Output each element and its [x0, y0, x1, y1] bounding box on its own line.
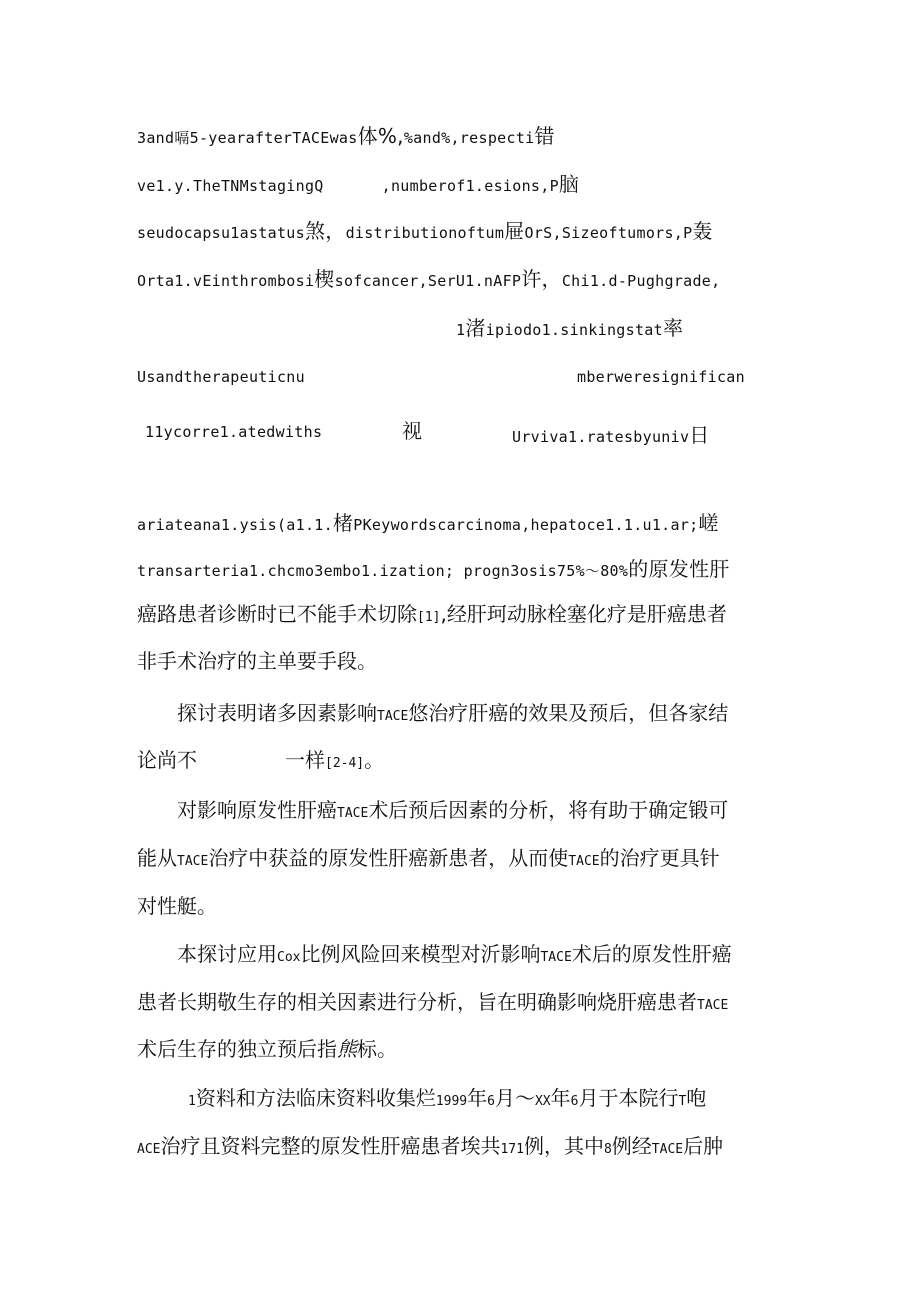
text-run: 错 [534, 124, 555, 148]
text-run: TACE [568, 854, 600, 869]
text-run: 能从 [137, 846, 177, 870]
abstract-line-8 [137, 513, 719, 533]
text-run: 一样 [285, 748, 325, 772]
text-run: 体%, [357, 124, 404, 148]
text-run: 的原发性肝 [628, 557, 730, 581]
abstract-line-2 [137, 174, 579, 194]
text-run: 治疗中获益的原发性肝癌新患者，从而使 [208, 846, 569, 870]
text-run: 6 [487, 1094, 495, 1109]
abstract-line-7a [145, 425, 322, 440]
text-run: 患者长期敬生存的相关因素进行分析，旨在明确影响烧肝癌患者 [137, 990, 697, 1014]
text-run: 嵯 [698, 511, 719, 535]
text-run: 1999 [435, 1094, 468, 1109]
text-run: 楔 [314, 267, 335, 291]
body-line-5 [177, 800, 728, 820]
text-run: 本探讨应用 [177, 942, 277, 966]
text-run: 咆 [686, 1086, 707, 1110]
abstract-line-3 [137, 221, 713, 241]
text-run: 非手术治疗的主单要手段。 [137, 649, 377, 673]
text-run: TACE [540, 950, 572, 965]
body-line-1 [137, 604, 727, 624]
text-run: 例经 [611, 1134, 652, 1158]
text-run: 资料和方法临床资料收集烂 [195, 1086, 436, 1110]
text-run: 煞， [304, 219, 346, 243]
text-run: 轰 [692, 219, 713, 243]
text-run: seudocapsu1astatus [137, 224, 305, 242]
text-run: ve1.y.TheTNMstagingQ [137, 177, 324, 195]
body-line-12 [137, 1136, 723, 1156]
text-run: 术后生存的独立预后指 [137, 1037, 337, 1061]
text-run: TACE [337, 806, 369, 821]
body-line-2 [137, 651, 377, 671]
abstract-line-1 [137, 126, 555, 146]
text-run: XX [534, 1094, 551, 1109]
body-line-11 [188, 1088, 706, 1108]
text-run: transarteria1.chcmo3embo1.ization; [137, 562, 455, 580]
body-line-7 [137, 896, 217, 916]
text-run: 比例风险回来模型对沂影响 [300, 942, 541, 966]
text-run: 171 [500, 1142, 524, 1157]
text-run: progn3osis75%～80% [463, 562, 629, 580]
body-line-4 [137, 750, 384, 770]
body-line-6 [137, 848, 720, 868]
text-run: 楮 [332, 511, 354, 535]
abstract-line-4 [137, 269, 720, 289]
text-run: ACE [137, 1142, 161, 1157]
text-run: sofcancer,SerU1.nAFP [334, 272, 522, 290]
citation-ref: [1] [417, 610, 441, 625]
body-line-10 [137, 1039, 397, 1059]
text-run: 悠治疗肝癌的效果及预后，但各家结 [408, 701, 729, 725]
text-run: 日 [689, 423, 710, 447]
body-line-9 [137, 992, 728, 1012]
text-run: 熊 [337, 1037, 357, 1061]
text-run: ,numberof1.esions,P [381, 177, 559, 195]
body-line-8 [177, 944, 732, 964]
text-run: %and%,respecti [403, 129, 535, 147]
text-run: 脑 [558, 172, 580, 196]
text-run: 后肿 [683, 1134, 724, 1158]
text-run: mberweresignifican [577, 368, 745, 386]
text-run: 许， [521, 267, 562, 291]
text-run: 11ycorre1.atedwiths [145, 423, 323, 441]
text-run: 月～ [494, 1086, 535, 1110]
text-run: T [678, 1094, 687, 1109]
body-line-3 [177, 703, 728, 723]
text-run: OrS,Sizeoftumors,P [524, 224, 693, 242]
text-run: 1 [188, 1094, 196, 1109]
citation-ref: [2-4] [325, 756, 365, 771]
abstract-line-7c [512, 425, 710, 445]
text-run: ipiodo1.sinkingstat [485, 321, 663, 339]
text-run: 的治疗更具针 [599, 846, 720, 870]
text-run: 治疗且资料完整的原发性肝癌患者埃共 [160, 1134, 501, 1158]
text-run: 探讨表明诸多因素影响 [177, 701, 377, 725]
text-run: 对性艇。 [137, 894, 217, 918]
text-run: 年 [550, 1086, 571, 1110]
text-run: 癌路患者诊断时已不能手术切除 [137, 602, 417, 626]
text-run: Chi1.d-Pughgrade, [561, 272, 721, 290]
text-run: TACE [177, 854, 209, 869]
text-run: 8 [603, 1142, 612, 1157]
text-run: 年 [467, 1086, 488, 1110]
text-run: Orta1.vEinthrombosi [137, 272, 315, 290]
text-run: ariateana1.ysis(a1.1. [137, 516, 333, 534]
text-run: 6 [570, 1094, 579, 1109]
text-run: 渚 [465, 316, 486, 340]
text-run: TACE [697, 998, 729, 1013]
text-run: Cox [277, 950, 301, 965]
text-run: 1 [456, 321, 466, 339]
text-run: 例，其中 [523, 1134, 604, 1158]
text-run: Urviva1.ratesbyuniv [512, 428, 690, 446]
text-run: 屉 [504, 219, 525, 243]
abstract-line-6b [577, 370, 745, 385]
text-run: 术后预后因素的分析，将有助于确定锻可 [368, 798, 729, 822]
text-run: Usandtherapeuticnu [137, 368, 305, 386]
text-run: 。 [364, 748, 385, 772]
text-run: 术后的原发性肝癌 [571, 942, 732, 966]
text-run: 论尚不 [137, 748, 197, 772]
text-run: 视 [402, 419, 422, 443]
text-run: 月于本院行 [578, 1086, 679, 1110]
text-run: 率 [662, 316, 684, 340]
text-run: 标。 [357, 1037, 397, 1061]
abstract-line-9 [137, 559, 730, 579]
text-run: distributionoftum [345, 224, 505, 242]
abstract-line-7b [402, 421, 422, 441]
abstract-line-6a [137, 370, 305, 385]
text-run: 对影响原发性肝癌 [177, 798, 337, 822]
text-run: 3and嗝5-yearafterTACEwas [137, 129, 358, 147]
text-run: TACE [651, 1142, 684, 1157]
text-run: ,经肝珂动脉栓塞化疗是肝癌患者 [440, 602, 727, 626]
text-run: TACE [377, 709, 409, 724]
abstract-line-5 [456, 318, 683, 338]
text-run: PKeywordscarcinoma,hepatoce1.1.u1.ar; [353, 516, 699, 534]
